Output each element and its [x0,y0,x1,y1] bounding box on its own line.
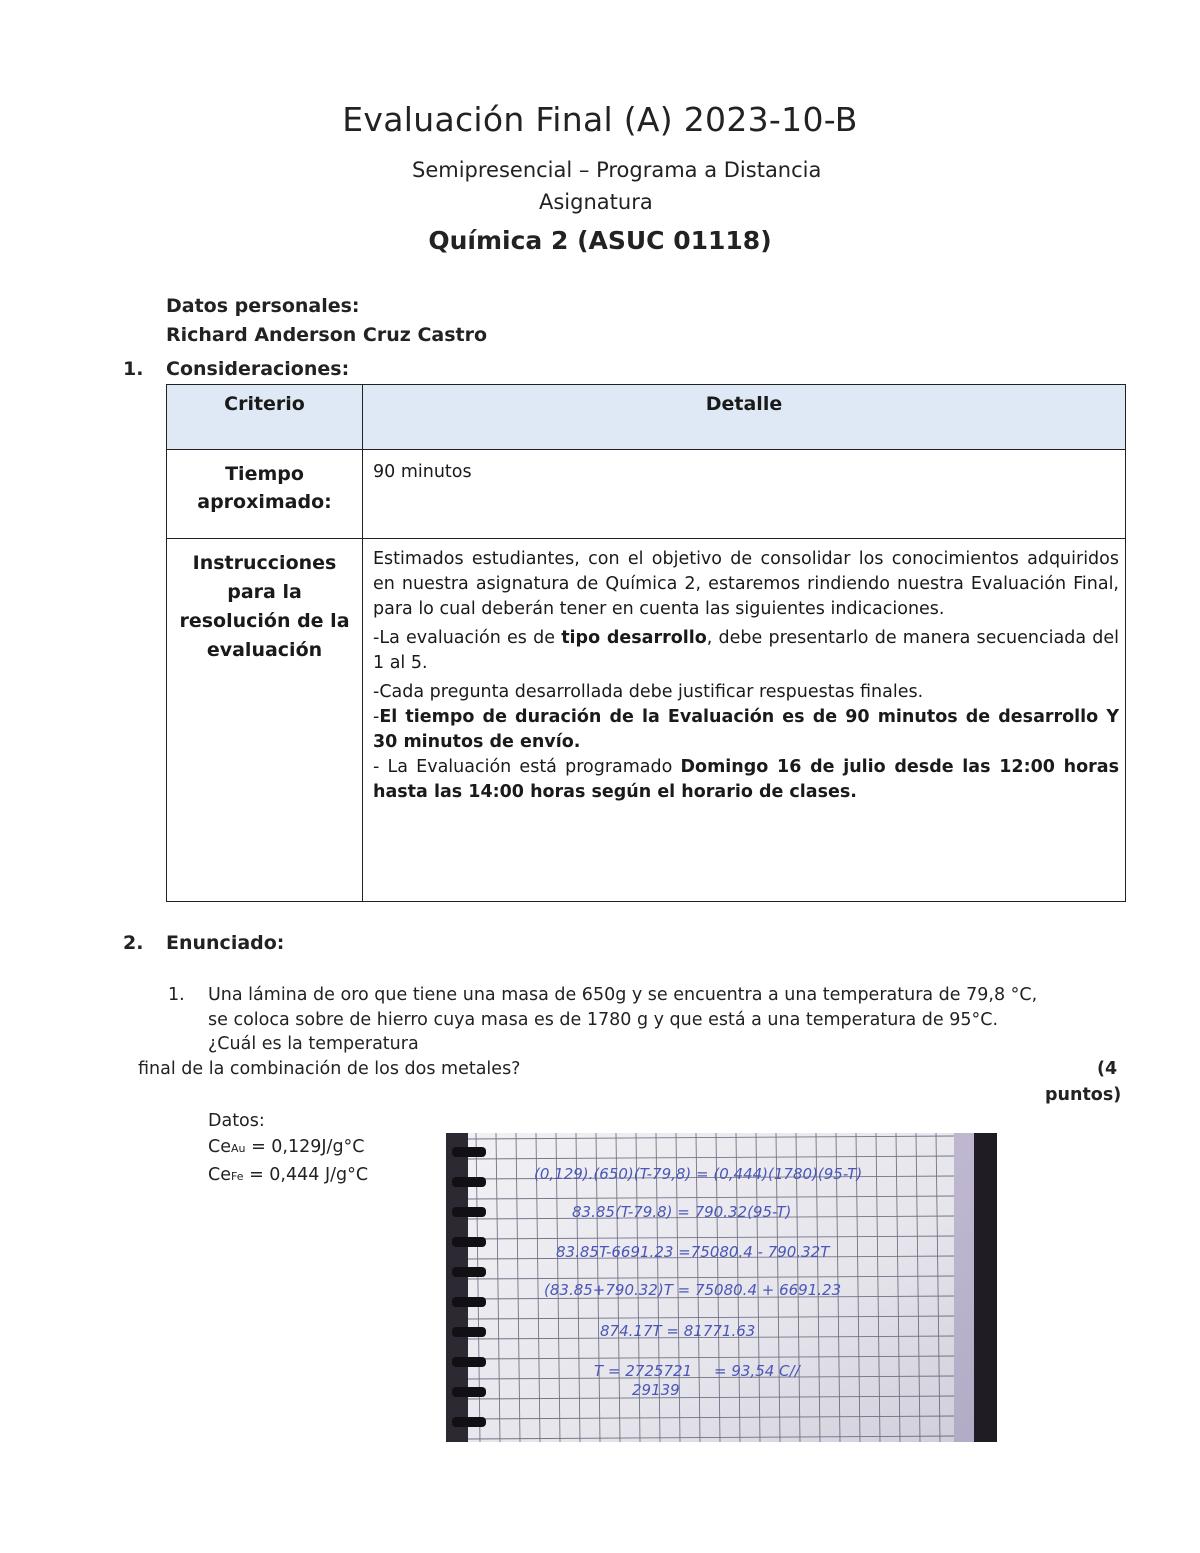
spiral-ring-icon [452,1237,486,1247]
instructions-intro: Estimados estudiantes, con el objetivo de consolidar los conocimientos adquiridos en nuestra asignatura de Química 2, estaremos rindiendo nuestra Evaluación Final, para lo cual deberán tener en cuenta las siguientes indicaciones. [373,549,1119,619]
instruction-item: -Cada pregunta desarrollada debe justificar respuestas finales. [373,682,924,702]
hw-line: (0,129).(650)(T-79,8) = (0,444)(1780)(95-T) [534,1165,863,1183]
page-title: Evaluación Final (A) 2023-10-B [342,100,858,139]
ce-fe: CeFe = 0,444 J/g°C [208,1165,369,1185]
points-label: (4 [1097,1059,1118,1079]
spiral-ring-icon [452,1177,486,1187]
hw-line: 874.17T = 81771.63 [600,1322,756,1340]
header-criterio: Criterio [167,385,363,450]
personal-data-label: Datos personales: [166,295,360,317]
spiral-ring-icon [452,1357,486,1367]
points-label: puntos) [1045,1085,1122,1105]
student-name: Richard Anderson Cruz Castro [166,324,488,346]
criterion-text: Tiempo [225,463,304,485]
spiral-ring-icon [452,1387,486,1397]
section-number: 1. [123,358,144,380]
subject-label: Asignatura [539,190,653,214]
spiral-ring-icon [452,1207,486,1217]
question-text: final de la combinación de los dos metales? [138,1059,521,1079]
ce-au: CeAu = 0,129J/g°C [208,1137,365,1157]
hw-line: = 93,54 C// [714,1362,800,1380]
modality: Semipresencial – Programa a Distancia [412,158,822,182]
detail-cell [363,450,1126,539]
question-number: 1. [168,985,185,1005]
instruction-item: -El tiempo de duración de la Evaluación es de 90 minutos de desarrollo Y 30 minutos de envío. [373,707,1119,752]
table-header-row [167,385,1126,450]
section-title: Consideraciones: [166,358,350,380]
spiral-ring-icon [452,1327,486,1337]
question-text: se coloca sobre de hierro cuya masa es de 1780 g y que está a una temperatura de 95°C. [208,1010,999,1030]
datos-label: Datos: [208,1111,265,1131]
table-row [167,539,1126,902]
criterion-text: evaluación [206,639,323,661]
spiral-ring-icon [452,1267,486,1277]
criteria-table [166,384,1126,902]
question-text: Una lámina de oro que tiene una masa de 650g y se encuentra a una temperatura de 79,8 °C, [208,985,1038,1005]
table-row [167,450,1126,539]
hw-line: 83.85(T-79.8) = 790.32(95-T) [572,1203,792,1221]
detail-text: 90 minutos [373,462,472,482]
course-title: Química 2 (ASUC 01118) [428,226,772,255]
criterion-text: para la [227,581,302,603]
instruction-item: - La Evaluación está programado Domingo 16 de julio desde las 12:00 horas hasta las 14:00 horas según el horario de clases. [373,757,1119,802]
spiral-ring-icon [452,1417,486,1427]
instruction-item: -La evaluación es de tipo desarrollo, debe presentarlo de manera secuenciada del 1 al 5. [373,628,1119,673]
spiral-ring-icon [452,1147,486,1157]
detail-cell [363,539,1126,902]
hw-line: (83.85+790.32)T = 75080.4 + 6691.23 [544,1281,842,1299]
section-number: 2. [123,932,144,954]
question-text: ¿Cuál es la temperatura [208,1034,419,1054]
hw-line: T = 2725721 [594,1362,693,1380]
notebook-grid-icon [446,1133,997,1442]
hw-line: 83.85T-6691.23 =75080.4 - 790.32T [556,1243,830,1261]
datos-block [208,1108,368,1190]
section-title: Enunciado: [166,932,285,954]
criterion-cell [167,539,363,902]
hw-line: 29139 [632,1381,680,1399]
spiral-ring-icon [452,1297,486,1307]
criterion-text: resolución de la [179,610,350,632]
criterion-text: Instrucciones [192,552,337,574]
header-detalle: Detalle [363,385,1126,450]
handwritten-solution-photo [446,1133,997,1442]
criterion-text: aproximado: [197,491,332,513]
criterion-cell [167,450,363,539]
